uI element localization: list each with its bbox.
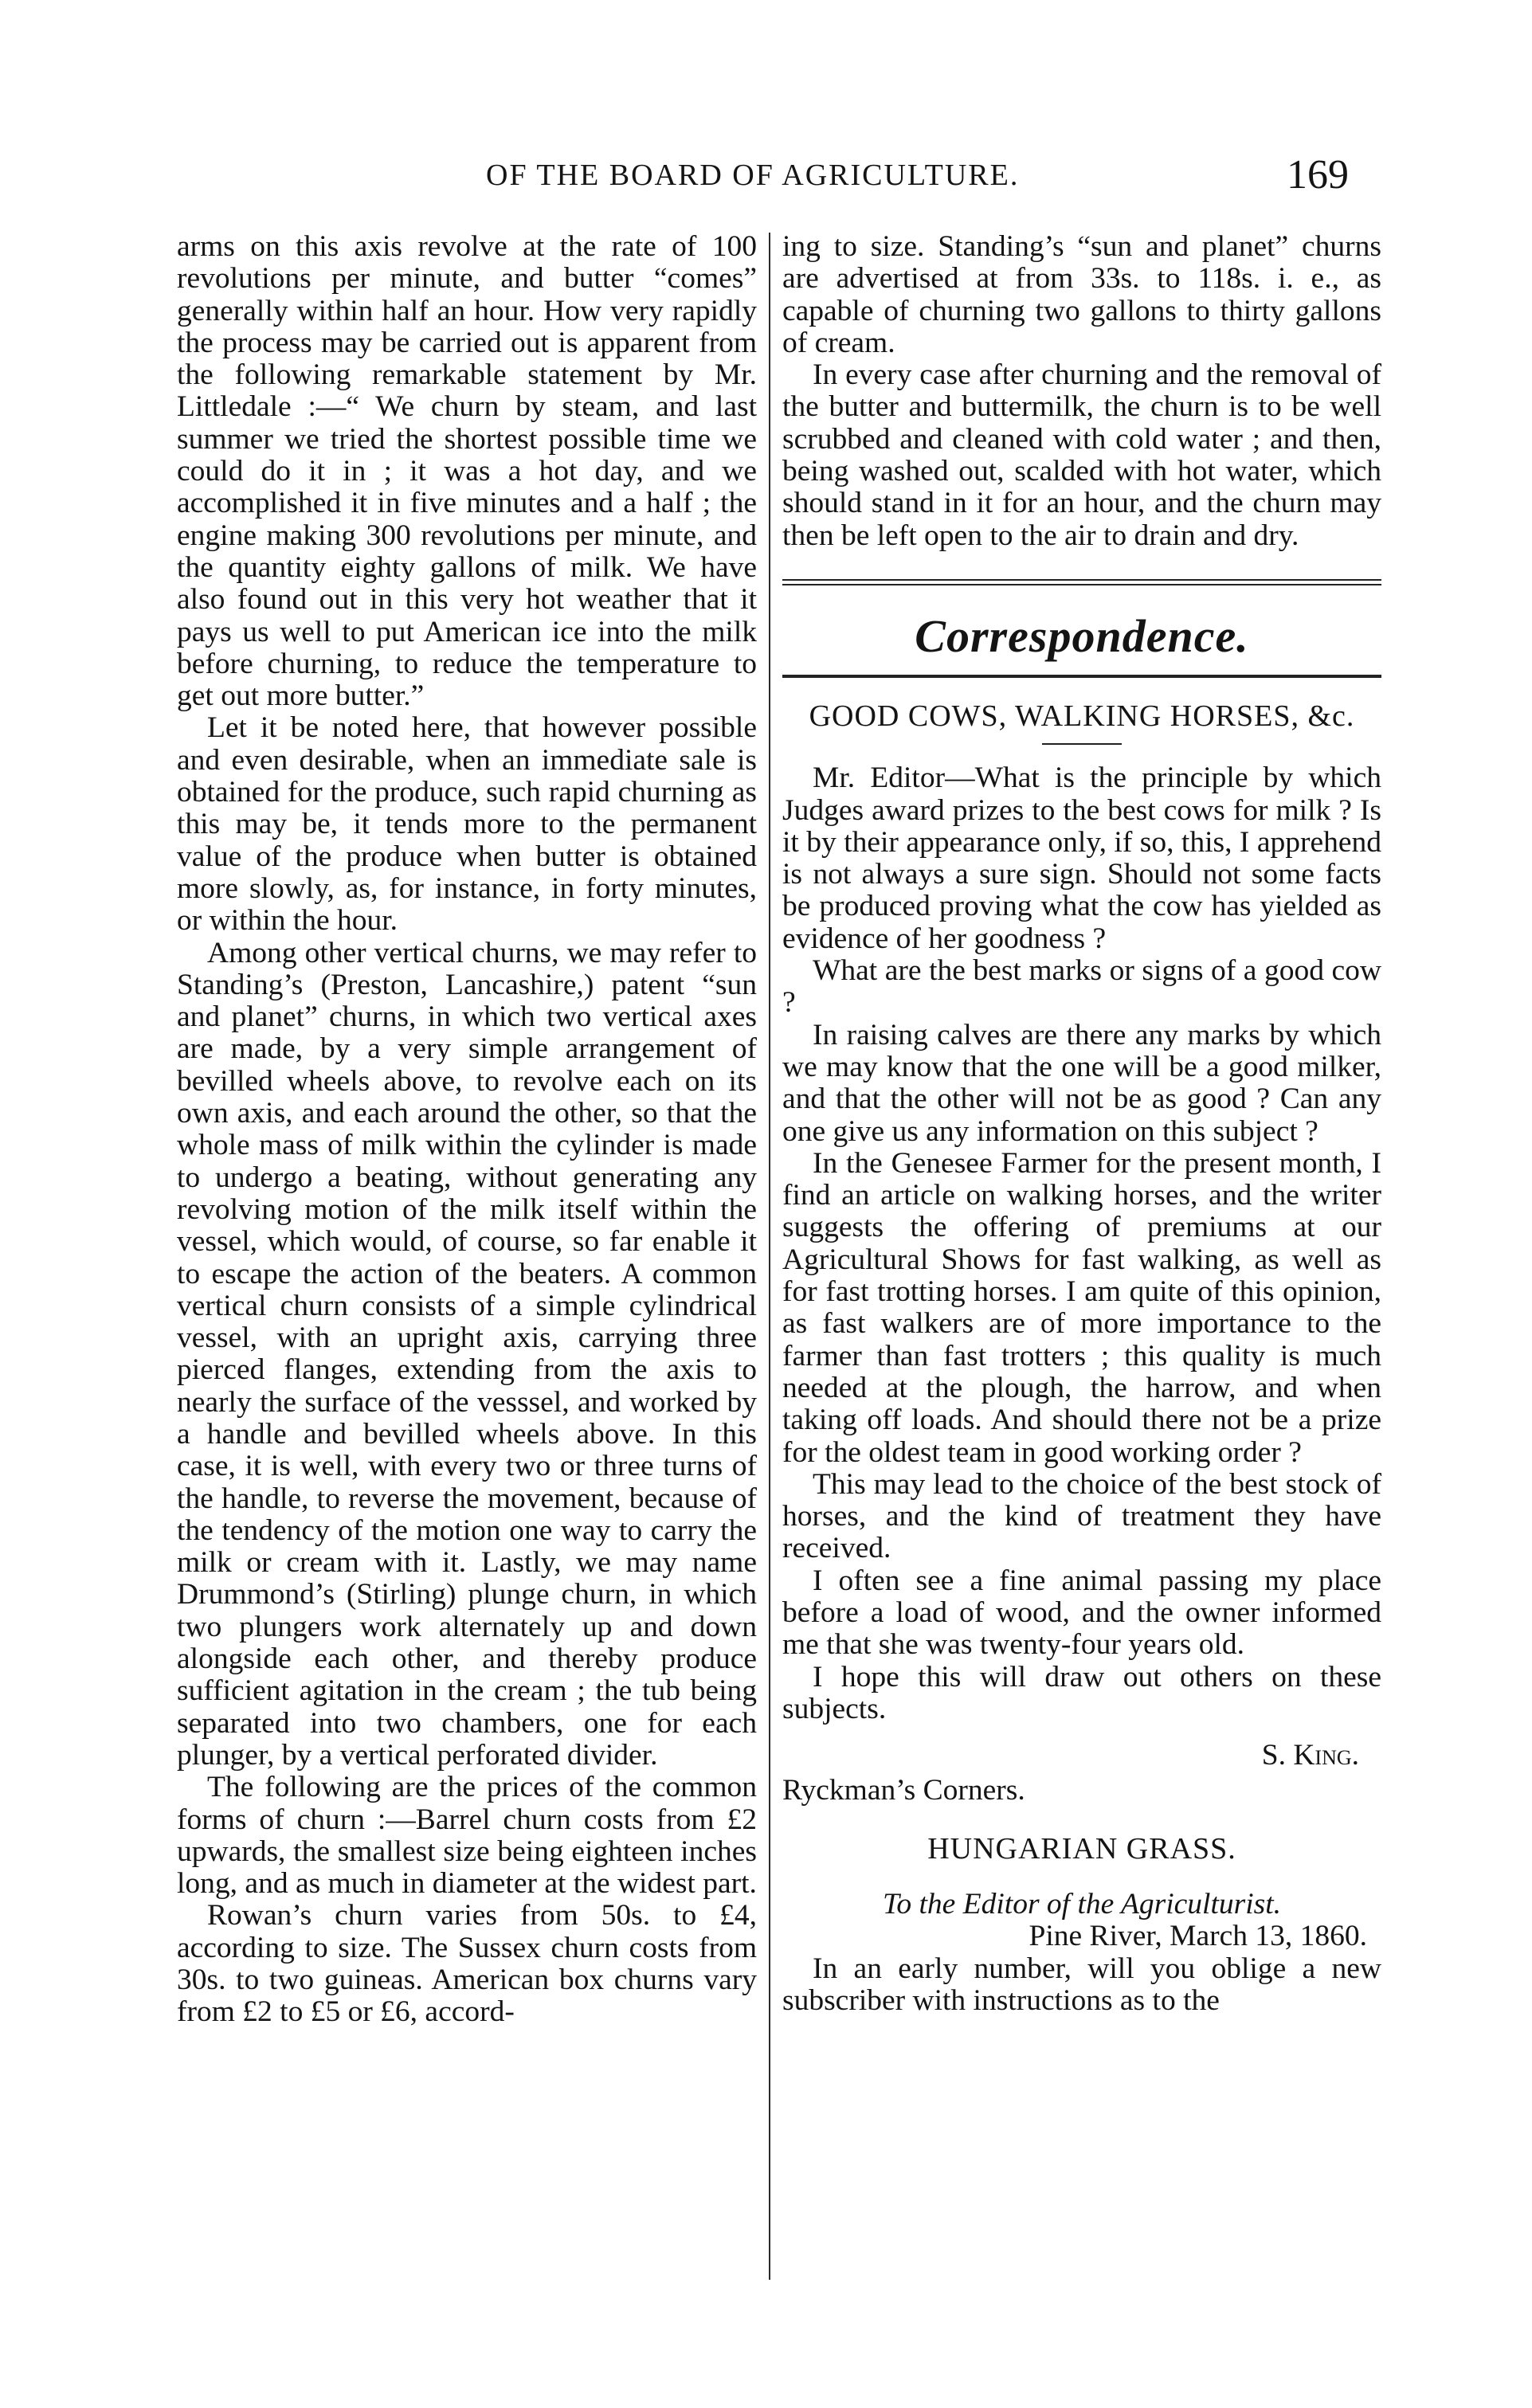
- paragraph: Rowan’s churn varies from 50s. to £4, according to size. The Sussex churn costs from 30s. to two guineas. American box churns vary from £2 to £5 or £6, accord-: [177, 1899, 757, 2029]
- paragraph: In every case after churning and the removal of the butter and buttermilk, the churn is to be well scrubbed and cleaned with cold water ; and then, being washed out, scalded with hot water, which should stand in it for an hour, and the churn may then be left open to the air to drain and dry.: [782, 358, 1381, 552]
- place-line: Ryckman’s Corners.: [782, 1774, 1025, 1807]
- right-column: [782, 231, 1381, 2017]
- short-rule: [1042, 743, 1122, 745]
- paragraph: The following are the prices of the common forms of churn :—Barrel churn costs from £2 upwards, the smallest size being eighteen inches long, and as much in diameter at the widest part.: [177, 1771, 757, 1901]
- section-title: Correspondence.: [915, 609, 1249, 662]
- column-divider: [769, 233, 770, 2280]
- paragraph: What are the best marks or signs of a good cow ?: [782, 954, 1381, 1020]
- letter-heading: GOOD COWS, WALKING HORSES, &c.: [809, 699, 1355, 733]
- paragraph: arms on this axis revolve at the rate of 100 revolutions per minute, and butter “comes” generally within half an hour. How very rapidly the process may be carried out is apparent from the following remarkable statement by Mr. Littledale :—“ We churn by steam, and last summer we tried the shortest possible time we could do it in ; it was a hot day, and we accomplished it in five minutes and a half ; the engine making 300 revolutions per minute, and the quantity eighty gallons of milk. We have also found out in this very hot weather that it pays us well to put American ice into the milk before churning, to reduce the temperature to get out more butter.”: [177, 230, 757, 713]
- paragraph: I often see a fine animal passing my place before a load of wood, and the owner informed me that she was twenty-four years old.: [782, 1564, 1381, 1662]
- paragraph: Mr. Editor—What is the principle by which Judges award prizes to the best cows for milk ? Is it by their appearance only, if so, this, I apprehend is not always a sure sign. Should not some facts be produced proving what the cow has yielded as evidence of her goodness ?: [782, 762, 1381, 955]
- section-rule: [782, 675, 1381, 678]
- left-column: [177, 231, 757, 2029]
- double-rule: [782, 579, 1381, 585]
- signature: S. King.: [1261, 1739, 1359, 1772]
- running-head: [0, 151, 1532, 199]
- to-editor-line: To the Editor of the Agriculturist.: [882, 1888, 1282, 1921]
- page-number: 169: [1287, 152, 1349, 198]
- paragraph: Let it be noted here, that however possible and even desirable, when an immediate sale is obtained for the produce, such rapid churning as this may be, it tends more to the permanent value of the produce when butter is obtained more slowly, as, for instance, in forty minutes, or within the hour.: [177, 711, 757, 938]
- paragraph: In an early number, will you oblige a new subscriber with instructions as to the: [782, 1952, 1381, 2017]
- dateline: Pine River, March 13, 1860.: [1029, 1920, 1367, 1953]
- running-title: OF THE BOARD OF AGRICULTURE.: [486, 159, 1020, 192]
- paragraph: In raising calves are there any marks by which we may know that the one will be a good milker, and that the other will not be as good ? Can any one give us any information on this subject ?: [782, 1018, 1381, 1148]
- article-heading: HUNGARIAN GRASS.: [927, 1831, 1236, 1866]
- paragraph: In the Genesee Farmer for the present month, I find an article on walking horses, and the writer suggests the offering of premiums at our Agricultural Shows for fast walking, as well as for fast trotting horses. I am quite of this opinion, as fast walkers are of more importance to the farmer than fast trotters ; this quality is much needed at the plough, the harrow, and when taking off loads. And should there not be a prize for the oldest team in good working order ?: [782, 1146, 1381, 1469]
- paragraph: Among other vertical churns, we may refer to Standing’s (Preston, Lancashire,) patent “sun and planet” churns, in which two vertical axes are made, by a very simple arrangement of bevilled wheels above, to revolve each on its own axis, and each around the other, so that the whole mass of milk within the cylinder is made to undergo a beating, without generating any revolving motion of the milk itself within the vessel, which would, of course, so far enable it to escape the action of the beaters. A common vertical churn consists of a simple cylindrical vessel, with an upright axis, carrying three pierced flanges, extending from the axis to nearly the surface of the vesssel, and worked by a handle and bevilled wheels above. In this case, it is well, with every two or three turns of the handle, to reverse the movement, because of the tendency of the motion one way to carry the milk or cream with it. Lastly, we may name Drummond’s (Stirling) plunge churn, in which two plungers work alternately up and down alongside each other, and thereby produce sufficient agitation in the cream ; the tub being separated into two chambers, one for each plunger, by a vertical perforated divider.: [177, 936, 757, 1772]
- paragraph: ing to size. Standing’s “sun and planet” churns are advertised at from 33s. to 118s. i. e., as capable of churning two gallons to thirty gallons of cream.: [782, 230, 1381, 359]
- paragraph: This may lead to the choice of the best stock of horses, and the kind of treatment they have received.: [782, 1467, 1381, 1565]
- paragraph: I hope this will draw out others on these subjects.: [782, 1660, 1381, 1725]
